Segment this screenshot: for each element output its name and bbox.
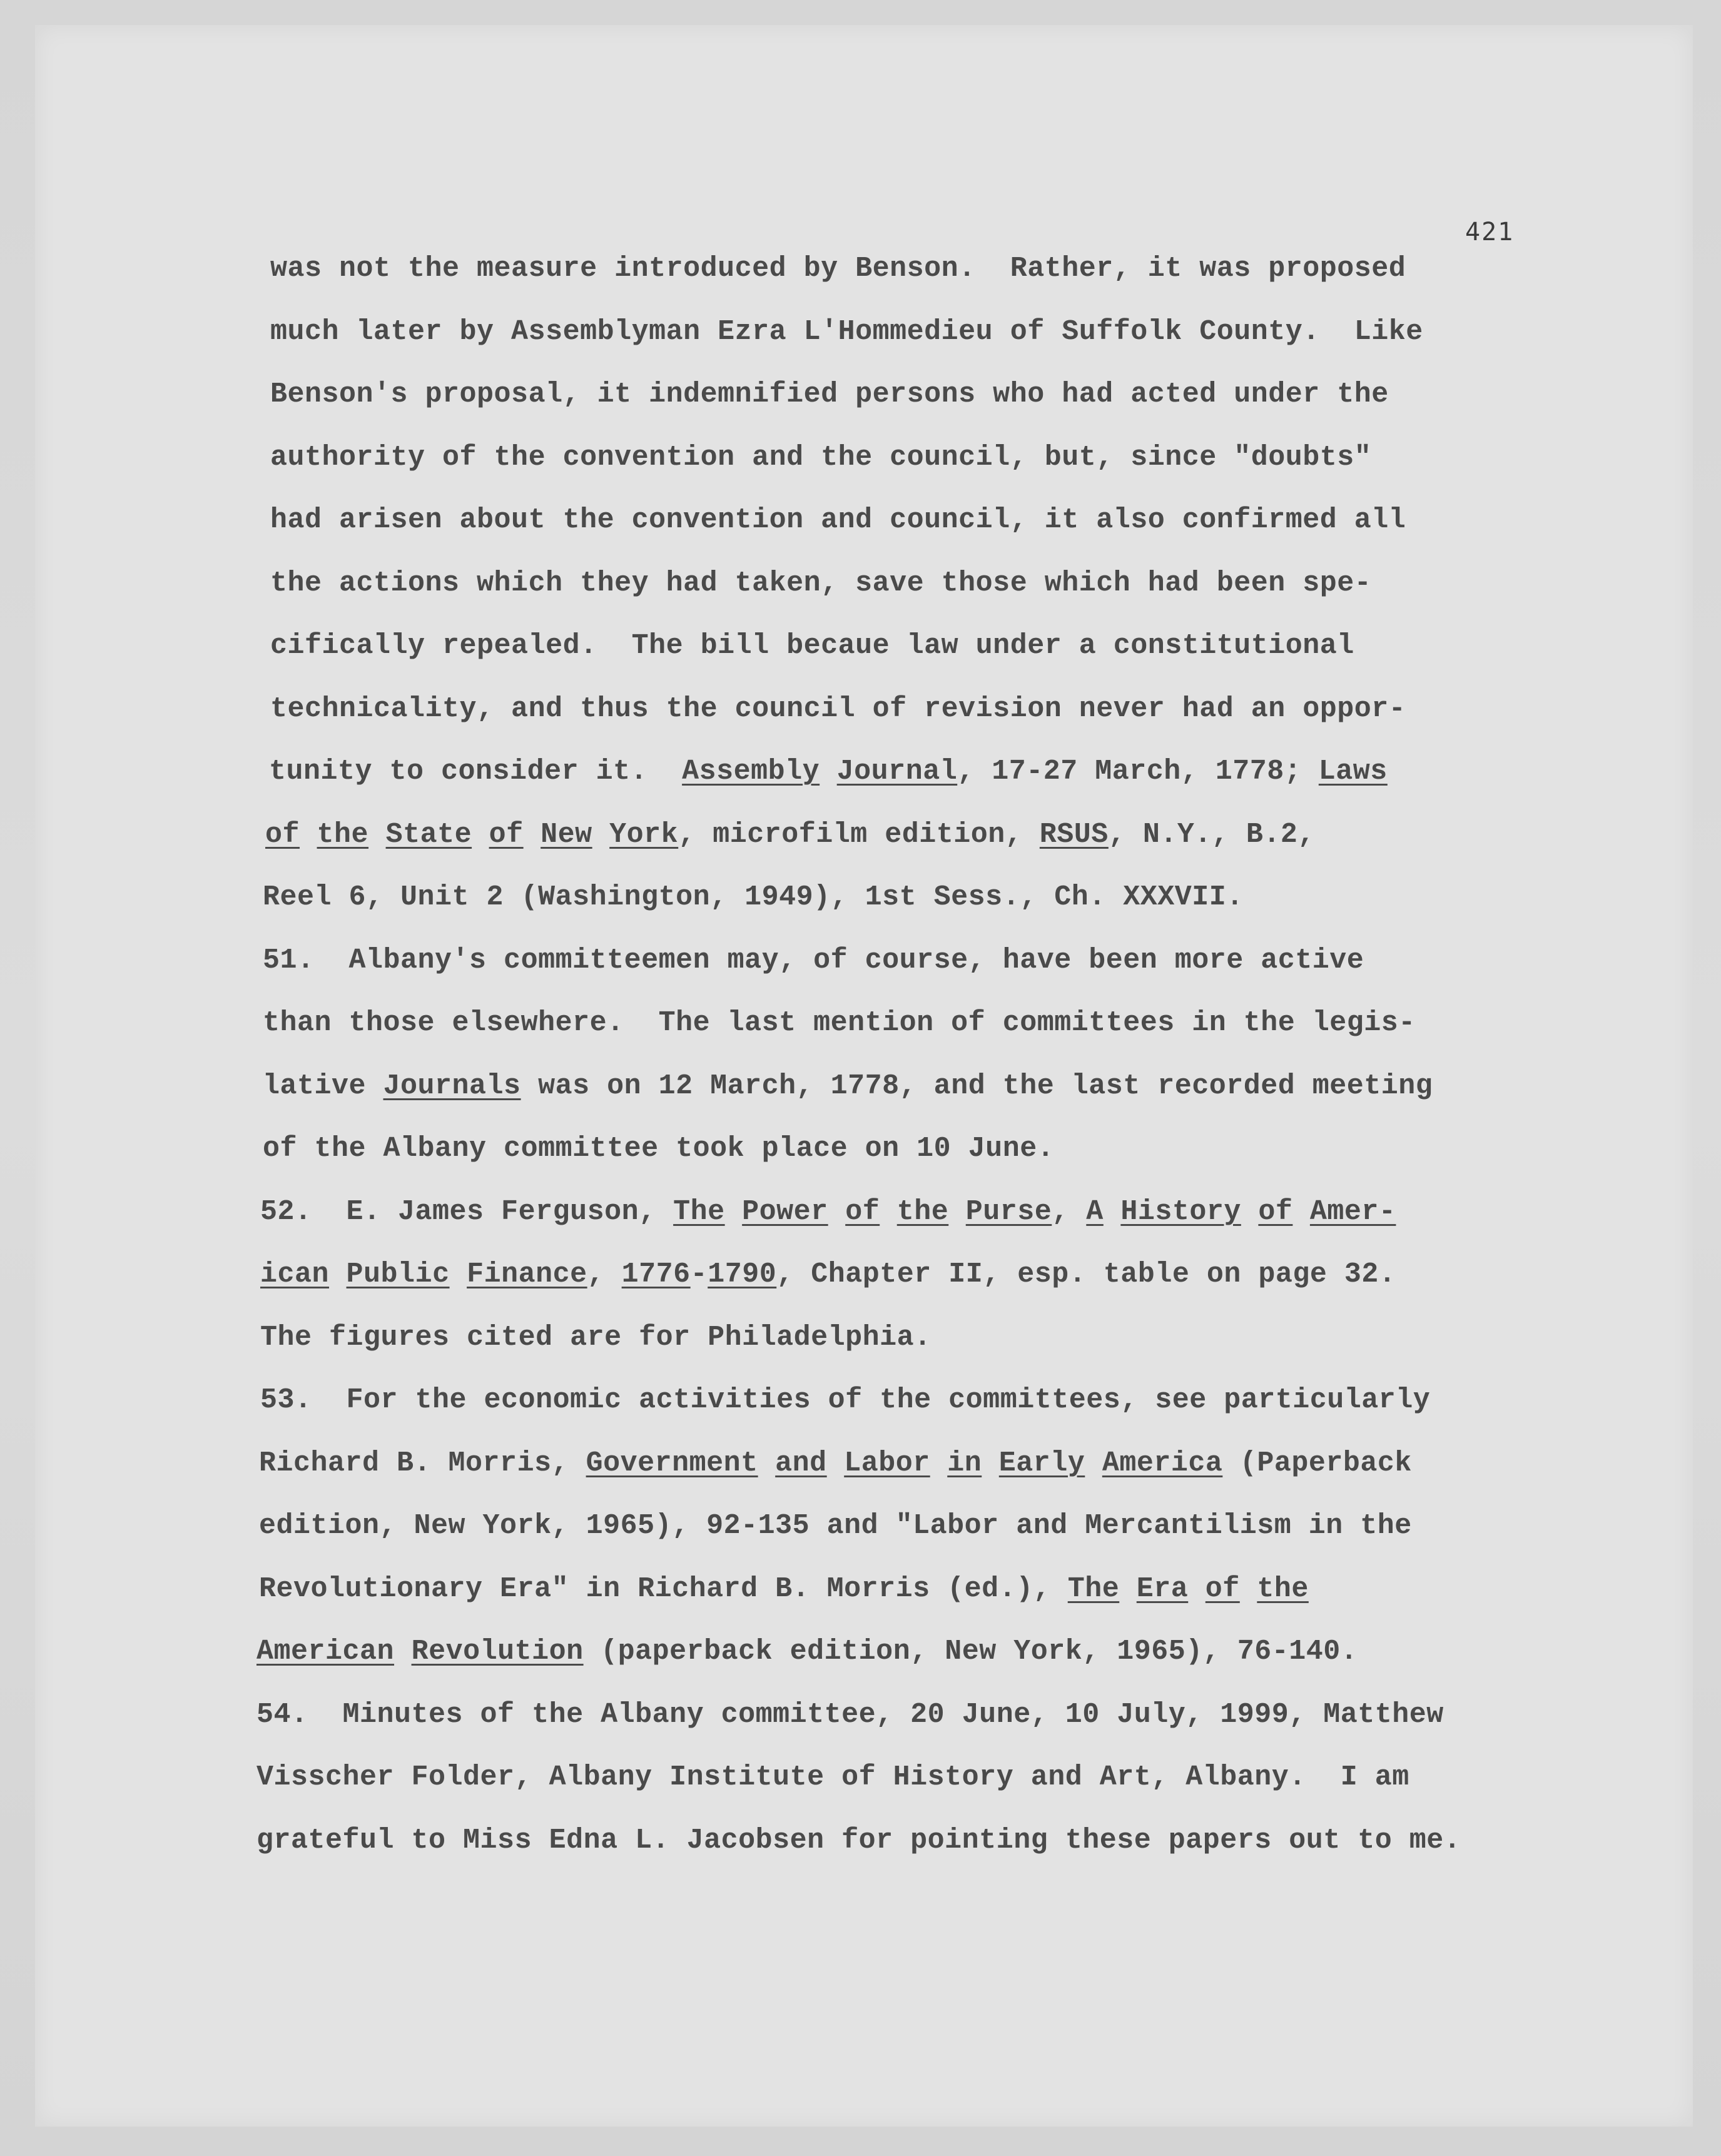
- text-run: [982, 1447, 999, 1479]
- underlined-word: 1790: [708, 1258, 777, 1290]
- underlined-word: Finance: [467, 1258, 587, 1290]
- underlined-word: State: [385, 818, 472, 851]
- text-line: cifically repealed. The bill becaue law under a constitutional: [270, 630, 1354, 662]
- underlined-word: Journal: [836, 756, 958, 787]
- text-run: ,: [1052, 1195, 1087, 1228]
- underlined-word: Era: [1136, 1572, 1189, 1605]
- underlined-word: of: [265, 818, 300, 851]
- text-line: technicality, and thus the council of revision never had an oppor-: [270, 692, 1406, 725]
- text-run: [300, 819, 317, 851]
- text-line: of the Albany committee took place on 10 June.: [263, 1133, 1055, 1165]
- underlined-word: America: [1102, 1447, 1223, 1479]
- text-line: 51. Albany's committeemen may, of course, have been more active: [263, 944, 1364, 976]
- underlined-word: The: [1067, 1572, 1120, 1605]
- text-line: [259, 1445, 1412, 1482]
- underlined-word: Revolution: [411, 1636, 584, 1668]
- text-run: [758, 1447, 776, 1479]
- text-line: had arisen about the convention and council, it also confirmed all: [270, 504, 1406, 536]
- text-run: (paperback edition, New York, 1965), 76-140.: [583, 1636, 1358, 1668]
- text-run: Richard B. Morris,: [259, 1447, 586, 1479]
- underlined-word: Government: [586, 1447, 758, 1479]
- text-run: [828, 1196, 846, 1228]
- underlined-word: Amer-: [1309, 1195, 1396, 1228]
- text-run: [394, 1636, 412, 1668]
- underlined-word: of: [489, 818, 524, 851]
- underlined-word: Journals: [383, 1070, 521, 1102]
- text-run: [1292, 1196, 1310, 1228]
- underlined-word: of: [1258, 1195, 1293, 1228]
- text-run: , microfilm edition,: [678, 818, 1040, 851]
- underlined-word: Assembly: [682, 756, 820, 787]
- text-line: [265, 816, 1315, 854]
- underlined-word: and: [775, 1447, 827, 1479]
- page-number: 421: [1465, 218, 1515, 246]
- text-run: Revolutionary Era" in Richard B. Morris (ed.),: [259, 1572, 1068, 1605]
- text-run: 52. E. James Ferguson,: [260, 1195, 674, 1228]
- text-run: [329, 1258, 347, 1290]
- text-run: [820, 756, 837, 787]
- text-run: [1241, 1196, 1259, 1228]
- text-line: 54. Minutes of the Albany committee, 20 June, 10 July, 1999, Matthew: [256, 1698, 1444, 1731]
- underlined-word: York: [609, 818, 679, 851]
- text-run: -: [690, 1258, 708, 1290]
- text-line: [269, 753, 1388, 791]
- underlined-word: the: [896, 1195, 949, 1228]
- text-line: The figures cited are for Philadelphia.: [260, 1321, 932, 1354]
- text-run: [1104, 1196, 1121, 1228]
- underlined-word: Purse: [965, 1195, 1052, 1228]
- text-run: , N.Y., B.2,: [1108, 818, 1315, 851]
- underlined-word: Public: [346, 1258, 450, 1290]
- text-run: [524, 819, 541, 851]
- text-run: [1085, 1447, 1102, 1479]
- text-run: [592, 819, 610, 851]
- text-run: [827, 1447, 845, 1479]
- text-run: ,: [587, 1258, 622, 1290]
- text-line: edition, New York, 1965), 92-135 and "Labor and Mercantilism in the: [259, 1510, 1412, 1542]
- text-run: [1119, 1573, 1137, 1605]
- text-run: [930, 1447, 948, 1479]
- text-run: (Paperback: [1222, 1447, 1412, 1479]
- text-run: [1240, 1573, 1257, 1605]
- text-run: [880, 1196, 897, 1228]
- text-line: 53. For the economic activities of the committees, see particularly: [260, 1384, 1431, 1416]
- text-run: lative: [263, 1070, 383, 1102]
- underlined-word: A: [1086, 1195, 1104, 1228]
- text-run: [1188, 1573, 1206, 1605]
- underlined-word: Power: [742, 1195, 828, 1228]
- text-line: the actions which they had taken, save those which had been spe-: [270, 567, 1372, 599]
- text-line: [263, 1068, 1433, 1105]
- underlined-word: of: [845, 1195, 880, 1228]
- text-run: [450, 1258, 467, 1290]
- underlined-word: New: [541, 818, 592, 851]
- underlined-word: Labor: [844, 1447, 930, 1479]
- underlined-word: 1776: [621, 1258, 691, 1290]
- underlined-word: American: [256, 1636, 395, 1668]
- underlined-word: ican: [260, 1258, 330, 1290]
- text-line: [260, 1256, 1396, 1293]
- text-run: tunity to consider it.: [269, 756, 683, 787]
- text-line: Reel 6, Unit 2 (Washington, 1949), 1st Sess., Ch. XXXVII.: [263, 881, 1244, 913]
- text-line: [259, 1571, 1309, 1608]
- text-run: [948, 1196, 966, 1228]
- text-run: [472, 819, 489, 851]
- text-line: Visscher Folder, Albany Institute of History and Art, Albany. I am: [256, 1761, 1409, 1793]
- text-line: than those elsewhere. The last mention of committees in the legis-: [263, 1007, 1416, 1039]
- underlined-word: History: [1120, 1195, 1241, 1228]
- underlined-word: Early: [998, 1447, 1085, 1479]
- underlined-word: the: [1257, 1572, 1309, 1605]
- underlined-word: RSUS: [1039, 818, 1109, 851]
- text-line: much later by Assemblyman Ezra L'Hommedieu of Suffolk County. Like: [270, 315, 1423, 348]
- text-run: , Chapter II, esp. table on page 32.: [776, 1258, 1396, 1290]
- text-line: was not the measure introduced by Benson. Rather, it was proposed: [270, 253, 1406, 285]
- text-run: [725, 1196, 743, 1228]
- text-run: , 17-27 March, 1778;: [957, 756, 1319, 787]
- text-line: [256, 1633, 1358, 1671]
- underlined-word: The: [673, 1195, 725, 1228]
- text-run: was on 12 March, 1778, and the last recorded meeting: [520, 1070, 1433, 1102]
- underlined-word: Laws: [1318, 756, 1388, 787]
- text-line: grateful to Miss Edna L. Jacobsen for pointing these papers out to me.: [256, 1824, 1461, 1856]
- text-line: authority of the convention and the council, but, since "doubts": [270, 441, 1372, 473]
- underlined-word: of: [1205, 1572, 1240, 1605]
- text-line: [260, 1193, 1396, 1231]
- underlined-word: in: [947, 1447, 982, 1479]
- text-run: [368, 819, 386, 851]
- underlined-word: the: [317, 818, 369, 851]
- text-line: Benson's proposal, it indemnified persons who had acted under the: [270, 378, 1389, 410]
